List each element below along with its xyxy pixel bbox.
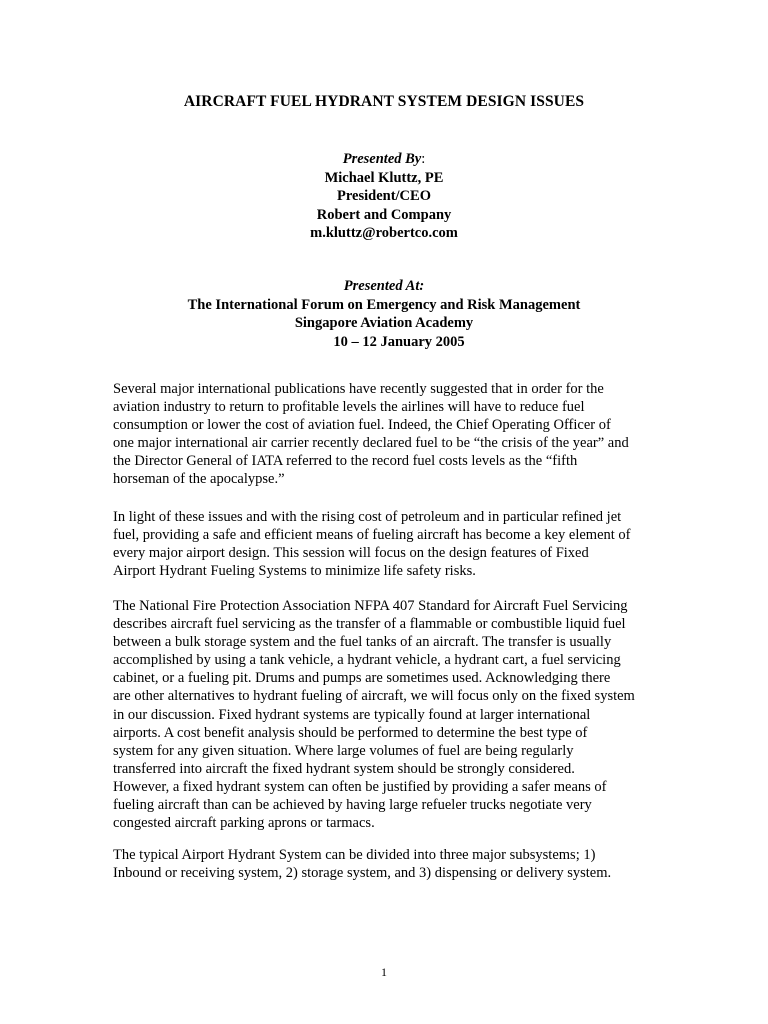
presenter-email: m.kluttz@robertco.com: [310, 225, 458, 241]
paragraph-line: describes aircraft fuel servicing as the transfer of a flammable or combustible liquid fuel: [113, 616, 626, 633]
paragraph-line: airports. A cost benefit analysis should be performed to determine the best type of: [113, 724, 588, 741]
paragraph-2: [113, 508, 673, 580]
paragraph-line: consumption or lower the cost of aviation fuel. Indeed, the Chief Operating Officer of: [113, 417, 611, 434]
paragraph-line: However, a fixed hydrant system can often be justified by providing a safer means of: [113, 778, 607, 795]
paragraph-line: fuel, providing a safe and efficient means of fueling aircraft has become a key element of: [113, 527, 631, 544]
page-number: 1: [381, 965, 387, 979]
presented-by-label: Presented By: [342, 151, 422, 167]
event-date: 10 – 12 January 2005: [333, 333, 465, 350]
paragraph-line: Airport Hydrant Fueling Systems to minimize life safety risks.: [113, 563, 476, 580]
paragraph-line: The typical Airport Hydrant System can be divided into three major subsystems; 1): [113, 847, 596, 863]
presenter-company: Robert and Company: [316, 206, 452, 223]
paragraph-4: [113, 846, 673, 882]
paragraph-line: In light of these issues and with the rising cost of petroleum and in particular refined jet: [113, 509, 622, 525]
paragraph-line: cabinet, or a fueling pit. Drums and pumps are sometimes used. Acknowledging there: [113, 670, 611, 687]
paragraph-line: are other alternatives to hydrant fueling of aircraft, we will focus only on the fixed system: [113, 688, 635, 705]
paragraph-line: transferred into aircraft the fixed hydrant system should be strongly considered.: [113, 760, 575, 777]
paragraph-line: horseman of the apocalypse.”: [113, 471, 285, 488]
paragraph-line: one major international air carrier recently declared fuel to be “the crisis of the year” and: [113, 435, 629, 452]
paragraph-line: congested aircraft parking aprons or tarmacs.: [113, 815, 375, 832]
presented-by-block: [0, 150, 768, 243]
paragraph-line: system for any given situation. Where large volumes of fuel are being regularly: [113, 742, 574, 759]
presenter-name: Michael Kluttz, PE: [324, 169, 444, 186]
paragraph-line: the Director General of IATA referred to the record fuel costs levels as the “fifth: [113, 453, 578, 470]
presenter-role: President/CEO: [337, 188, 431, 204]
paragraph-line: fueling aircraft than can be achieved by having large refueler trucks negotiate very: [113, 797, 592, 814]
paragraph-1: [113, 380, 673, 489]
presented-by-heading: [0, 150, 768, 169]
paragraph-line: The National Fire Protection Association NFPA 407 Standard for Aircraft Fuel Servicing: [113, 598, 628, 614]
presented-at-label: Presented At:: [343, 278, 425, 294]
event-name: The International Forum on Emergency and Risk Management: [187, 296, 581, 313]
event-venue: Singapore Aviation Academy: [294, 315, 474, 331]
document-title: AIRCRAFT FUEL HYDRANT SYSTEM DESIGN ISSUES: [183, 93, 585, 110]
paragraph-3: [113, 597, 673, 832]
paragraph-line: in our discussion. Fixed hydrant systems are typically found at larger international: [113, 706, 591, 723]
paragraph-line: every major airport design. This session will focus on the design features of Fixed: [113, 545, 589, 562]
paragraph-line: between a bulk storage system and the fuel tanks of an aircraft. The transfer is usually: [113, 634, 612, 651]
paragraph-line: Several major international publications have recently suggested that in order for the: [113, 381, 604, 397]
paragraph-line: accomplished by using a tank vehicle, a hydrant vehicle, a hydrant cart, a fuel servicing: [113, 652, 621, 669]
paragraph-line: aviation industry to return to profitable levels the airlines will have to reduce fuel: [113, 399, 585, 416]
paragraph-line: Inbound or receiving system, 2) storage system, and 3) dispensing or delivery system.: [113, 865, 612, 882]
presented-by-colon: :: [421, 151, 426, 167]
presented-at-block: [0, 277, 768, 351]
